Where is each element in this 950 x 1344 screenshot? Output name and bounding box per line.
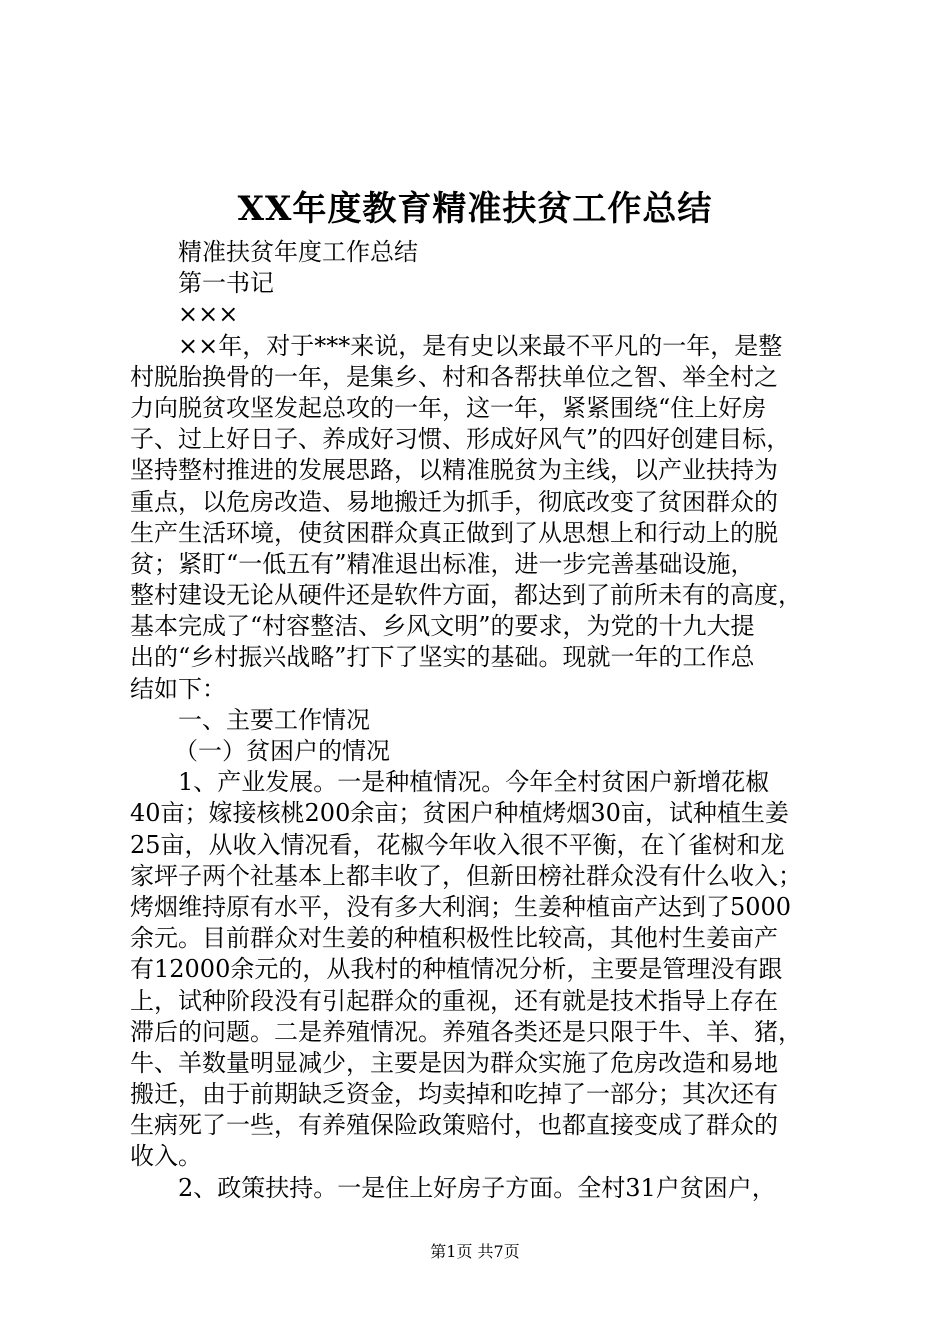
body-line: 基本完成了“村容整洁、乡风文明”的要求，为党的十九大提 — [130, 612, 755, 641]
body-line: 整村建设无论从硬件还是软件方面，都达到了前所未有的高度， — [130, 581, 802, 610]
body-line: 2、政策扶持。一是住上好房子方面。全村31户贫困户， — [178, 1173, 776, 1202]
body-line: 上，试种阶段没有引起群众的重视，还有就是技术指导上存在 — [130, 986, 778, 1015]
body-line: 余元。目前群众对生姜的种植积极性比较高，其他村生姜亩产 — [130, 924, 778, 953]
body-line: 子、过上好日子、养成好习惯、形成好风气”的四好创建目标， — [130, 425, 791, 454]
body-line: 25亩，从收入情况看，花椒今年收入很不平衡，在丫雀树和龙 — [130, 830, 785, 859]
body-line: ××年，对于***来说，是有史以来最不平凡的一年，是整 — [178, 331, 783, 360]
body-line: 重点，以危房改造、易地搬迁为抓手，彻底改变了贫困群众的 — [130, 487, 778, 516]
body-line: 第一书记 — [178, 269, 274, 298]
page-footer: 第1页 共7页 — [430, 1242, 520, 1261]
body-line: 40亩；嫁接核桃200余亩；贫困户种植烤烟30亩，试种植生姜 — [130, 799, 789, 828]
body-line: 滞后的问题。二是养殖情况。养殖各类还是只限于牛、羊、猪， — [130, 1017, 802, 1046]
body-line: 村脱胎换骨的一年，是集乡、村和各帮扶单位之智、举全村之 — [130, 362, 778, 391]
body-line: 生病死了一些，有养殖保险政策赔付，也都直接变成了群众的 — [130, 1111, 778, 1140]
body-line: 出的“乡村振兴战略”打下了坚实的基础。现就一年的工作总 — [130, 643, 755, 672]
body-line: 结如下： — [130, 674, 226, 703]
body-line: 家坪子两个社基本上都丰收了，但新田榜社群众没有什么收入； — [130, 861, 802, 890]
body-line: 收入。 — [130, 1142, 202, 1171]
body-line: 搬迁，由于前期缺乏资金，均卖掉和吃掉了一部分；其次还有 — [130, 1080, 778, 1109]
body-line: 牛、羊数量明显减少，主要是因为群众实施了危房改造和易地 — [130, 1048, 778, 1077]
body-line: 精准扶贫年度工作总结 — [178, 238, 418, 266]
section-heading: 一、主要工作情况 — [178, 705, 370, 734]
body-line: 有12000余元的，从我村的种植情况分析，主要是管理没有跟 — [130, 955, 783, 984]
subsection-heading: （一）贫困户的情况 — [174, 737, 390, 765]
body-line: 坚持整村推进的发展思路，以精准脱贫为主线，以产业扶持为 — [130, 456, 778, 485]
body-line: 生产生活环境，使贫困群众真正做到了从思想上和行动上的脱 — [130, 518, 778, 547]
document-title: XX年度教育精准扶贫工作总结 — [237, 189, 713, 229]
body-line: 力向脱贫攻坚发起总攻的一年，这一年，紧紧围绕“住上好房 — [130, 393, 767, 422]
body-line: ××× — [178, 300, 239, 329]
body-line: 烤烟维持原有水平，没有多大利润；生姜种植亩产达到了5000 — [130, 892, 792, 921]
body-line: 贫；紧盯“一低五有”精准退出标准，进一步完善基础设施， — [130, 549, 755, 578]
body-line: 1、产业发展。一是种植情况。今年全村贫困户新增花椒 — [178, 768, 770, 797]
document-body — [130, 237, 830, 1204]
